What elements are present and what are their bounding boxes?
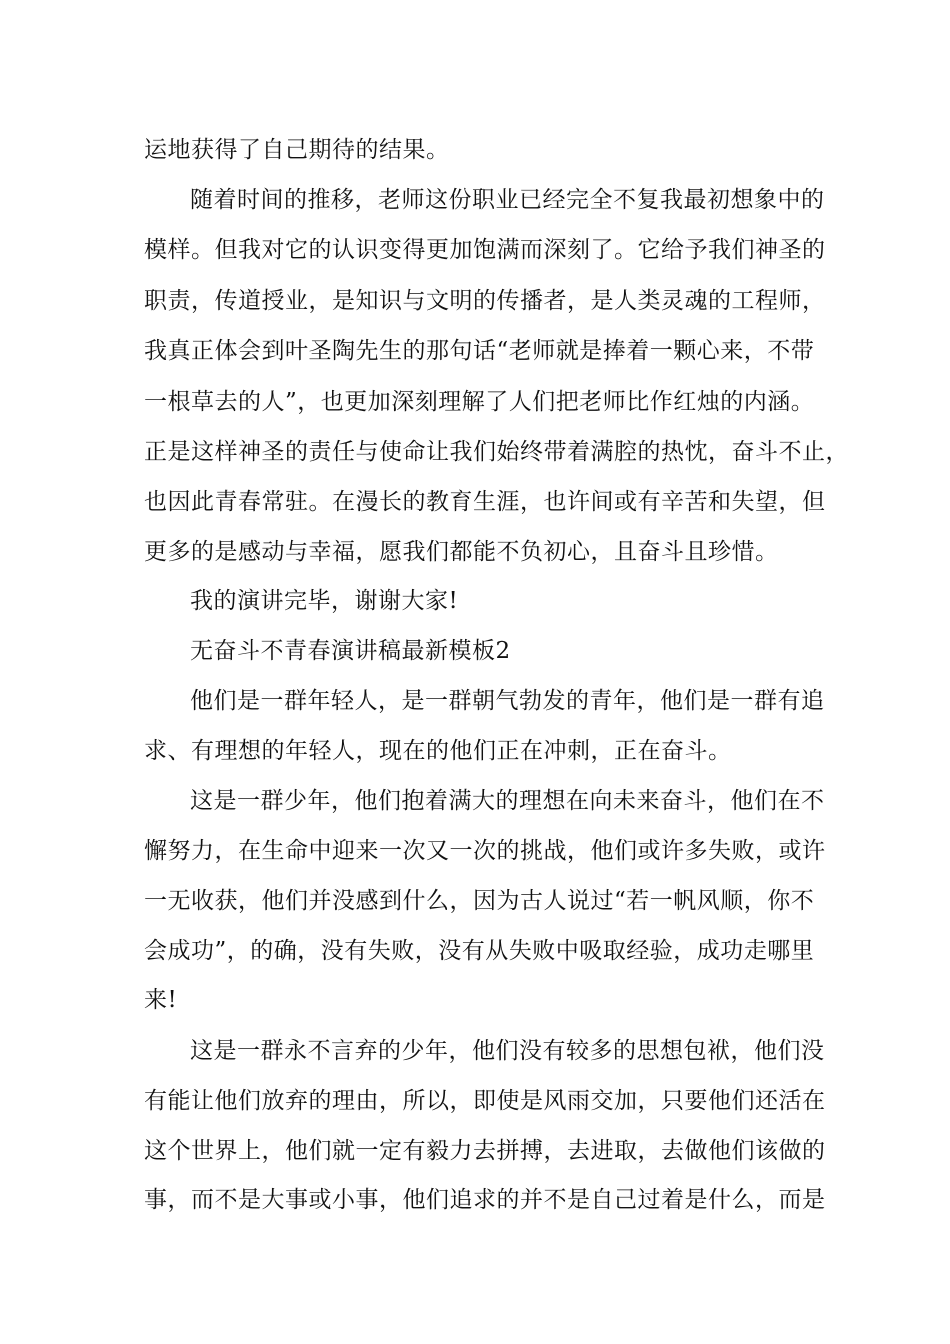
section-heading: 无奋斗不青春演讲稿最新模板2 xyxy=(190,638,511,664)
text-line: 这是一群少年，他们抱着满大的理想在向未来奋斗，他们在不 xyxy=(190,788,825,814)
text-line: 也因此青春常驻。在漫长的教育生涯，也许间或有辛苦和失望，但 xyxy=(144,489,826,515)
text-line: 来! xyxy=(144,987,178,1013)
text-line: 懈努力，在生命中迎来一次又一次的挑战，他们或许多失败，或许 xyxy=(144,838,826,864)
text-line: 这个世界上，他们就一定有毅力去拼搏，去进取，去做他们该做的 xyxy=(144,1138,826,1164)
text-line: 我真正体会到叶圣陶先生的那句话“老师就是捧着一颗心来，不带 xyxy=(144,338,815,364)
text-line: 他们是一群年轻人，是一群朝气勃发的青年，他们是一群有追 xyxy=(190,688,825,714)
text-line: 我的演讲完毕，谢谢大家! xyxy=(190,588,459,614)
text-line: 一无收获，他们并没感到什么，因为古人说过“若一帆风顺，你不 xyxy=(144,888,815,914)
text-line: 模样。但我对它的认识变得更加饱满而深刻了。它给予我们神圣的 xyxy=(144,237,826,263)
text-line: 求、有理想的年轻人，现在的他们正在冲刺，正在奋斗。 xyxy=(144,738,732,764)
text-line: 会成功”，的确，没有失败，没有从失败中吸取经验，成功走哪里 xyxy=(144,938,815,964)
text-line: 正是这样神圣的责任与使命让我们始终带着满腔的热忱，奋斗不止， xyxy=(144,439,849,465)
text-line: 有能让他们放弃的理由，所以，即使是风雨交加，只要他们还活在 xyxy=(144,1088,826,1114)
text-line: 事，而不是大事或小事，他们追求的并不是自己过着是什么，而是 xyxy=(144,1187,826,1213)
text-line: 这是一群永不言弃的少年，他们没有较多的思想包袱，他们没 xyxy=(190,1038,825,1064)
text-line: 随着时间的推移，老师这份职业已经完全不复我最初想象中的 xyxy=(190,187,825,213)
text-line: 运地获得了自己期待的结果。 xyxy=(144,137,450,163)
text-line: 更多的是感动与幸福，愿我们都能不负初心，且奋斗且珍惜。 xyxy=(144,539,779,565)
text-line: 职责，传道授业，是知识与文明的传播者，是人类灵魂的工程师， xyxy=(144,288,826,314)
text-line: 一根草去的人”，也更加深刻理解了人们把老师比作红烛的内涵。 xyxy=(144,389,815,415)
